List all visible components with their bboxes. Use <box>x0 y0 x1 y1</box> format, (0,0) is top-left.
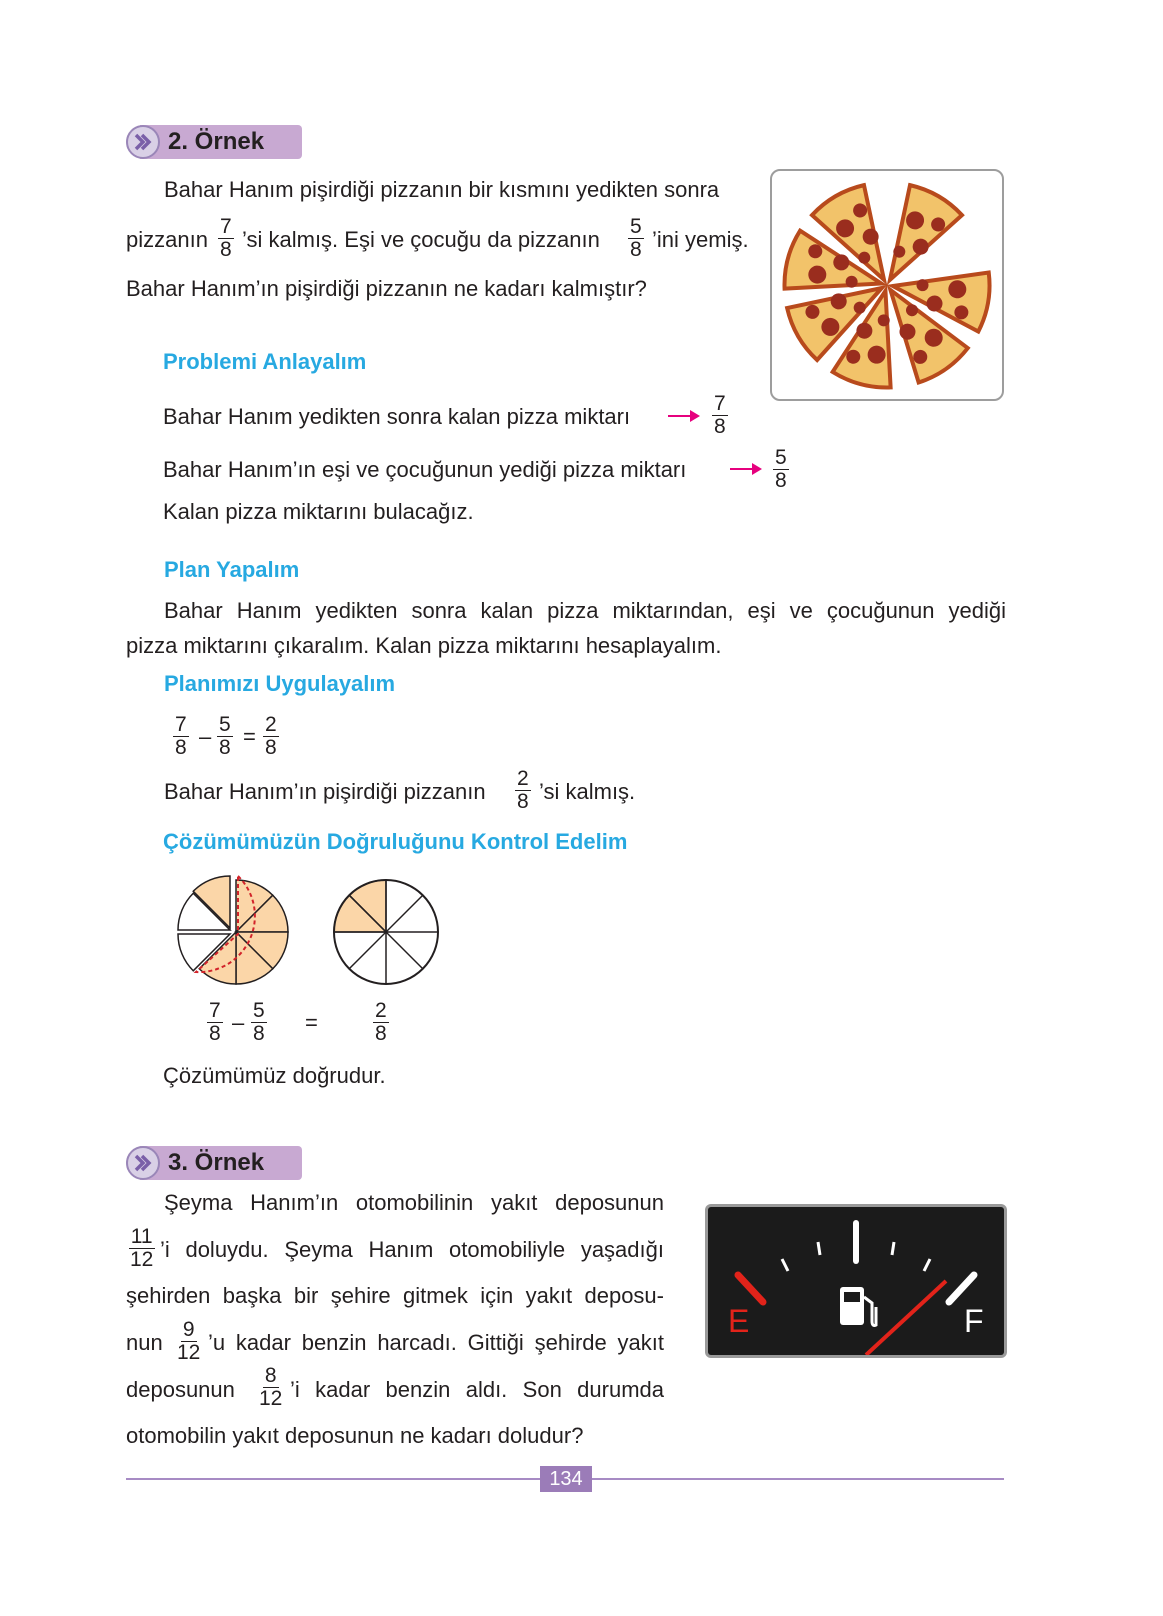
understand-item-2: Bahar Hanım’ın eşi ve çocuğunun yediği pizza miktarı <box>163 457 687 482</box>
example-3-line-2: ’i doluydu. Şeyma Hanım otomobiliyle yaşadığı <box>160 1237 664 1262</box>
fraction: $\frac{5}{8}$ <box>253 999 265 1045</box>
fraction: $\frac{7}{8}$ <box>175 713 187 759</box>
example-3-line-5b: ’i kadar benzin aldı. Son durumda <box>290 1377 664 1402</box>
apply-result-a: Bahar Hanım’ın pişirdiği pizzanın <box>164 779 486 804</box>
understand-heading: Problemi Anlayalım <box>163 349 367 374</box>
apply-heading: Planımızı Uygulayalım <box>164 671 396 696</box>
fraction: $\frac{7}{8}$ <box>209 999 221 1045</box>
problem-line-3: Bahar Hanım’ın pişirdiği pizzanın ne kadarı kalmıştır? <box>126 276 647 301</box>
page-number: 134 <box>540 1466 592 1492</box>
check-conclusion: Çözümümüz doğrudur. <box>163 1063 386 1088</box>
fraction-circles-diagram <box>176 874 446 994</box>
understand-item-3: Kalan pizza miktarını bulacağız. <box>163 499 474 524</box>
gauge-tick <box>782 1259 788 1271</box>
fraction: $\frac{9}{12}$ <box>177 1318 201 1364</box>
problem-line-2c: ’ini yemiş. <box>652 227 749 252</box>
footer-rule-left <box>126 1478 540 1480</box>
fraction: $\frac{5}{8}$ <box>775 446 787 492</box>
plan-heading: Plan Yapalım <box>164 557 300 582</box>
example-2-title: 2. Örnek <box>168 128 265 155</box>
footer-rule-right <box>592 1478 1004 1480</box>
equals-sign: = <box>305 1010 318 1035</box>
plan-line-2: pizza miktarını çıkaralım. Kalan pizza miktarını hesaplayalım. <box>126 633 722 658</box>
fraction: $\frac{5}{8}$ <box>219 713 231 759</box>
fraction: $\frac{2}{8}$ <box>375 999 387 1045</box>
example-3-line-1: Şeyma Hanım’ın otomobilinin yakıt deposunun <box>164 1190 664 1215</box>
check-heading: Çözümümüzün Doğruluğunu Kontrol Edelim <box>163 829 628 854</box>
gauge-full-label: F <box>964 1303 984 1339</box>
fraction: $\frac{2}{8}$ <box>517 767 529 813</box>
double-chevron-icon <box>126 125 160 159</box>
double-chevron-icon <box>126 1146 160 1180</box>
minus-sign: – <box>199 724 212 749</box>
fuel-gauge-illustration <box>705 1204 1007 1358</box>
problem-line-2b: ’si kalmış. Eşi ve çocuğu da pizzanın <box>242 227 600 252</box>
gauge-tick <box>818 1242 820 1255</box>
minus-sign: – <box>232 1010 245 1035</box>
example-3-line-4a: nun <box>126 1330 163 1355</box>
fraction: $\frac{8}{12}$ <box>259 1364 283 1410</box>
gauge-tick <box>924 1259 930 1271</box>
example-3-line-6: otomobilin yakıt deposunun ne kadarı doludur? <box>126 1423 584 1448</box>
problem-line-2a: pizzanın <box>126 227 208 252</box>
example-3-line-5a: deposunun <box>126 1377 235 1402</box>
gauge-tick <box>892 1242 894 1255</box>
plan-line-1: Bahar Hanım yedikten sonra kalan pizza miktarından, eşi ve çocuğunun yediği <box>164 598 1006 623</box>
fuel-pump-icon <box>840 1287 876 1326</box>
fraction: $\frac{7}{8}$ <box>714 392 726 438</box>
equals-sign: = <box>243 724 256 749</box>
apply-result-b: ’si kalmış. <box>539 779 636 804</box>
fraction: $\frac{5}{8}$ <box>630 215 642 261</box>
fraction: $\frac{2}{8}$ <box>265 713 277 759</box>
arrow-icon <box>730 468 760 470</box>
gauge-tick-red <box>738 1275 763 1302</box>
problem-line-1: Bahar Hanım pişirdiği pizzanın bir kısmını yedikten sonra <box>164 177 720 202</box>
gauge-needle <box>866 1281 946 1355</box>
gauge-empty-label: E <box>728 1303 750 1339</box>
example-3-line-4b: ’u kadar benzin harcadı. Gittiği şehirde yakıt <box>208 1330 664 1355</box>
gauge-tick <box>949 1275 974 1302</box>
understand-item-1: Bahar Hanım yedikten sonra kalan pizza miktarı <box>163 404 631 429</box>
fraction: $\frac{11}{12}$ <box>130 1225 154 1271</box>
fraction: $\frac{7}{8}$ <box>220 215 232 261</box>
pizza-illustration <box>770 169 1004 401</box>
example-3-line-3: şehirden başka bir şehire gitmek için yakıt deposu- <box>126 1283 664 1308</box>
example-3-title: 3. Örnek <box>168 1149 265 1176</box>
arrow-icon <box>668 415 698 417</box>
